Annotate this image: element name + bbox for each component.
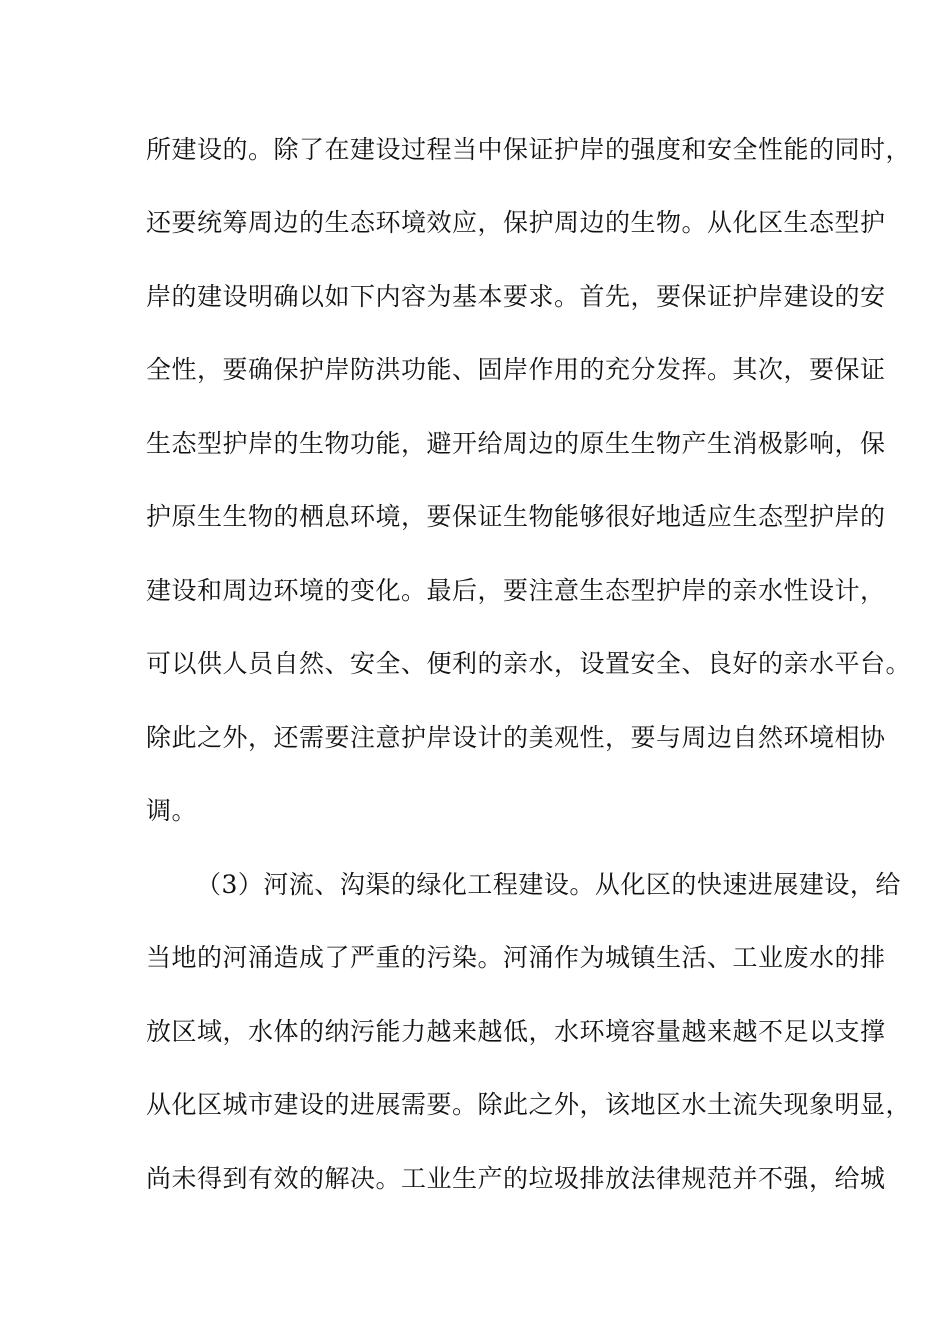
text-line: 建设和周边环境的变化。最后，要注意生态型护岸的亲水性设计， bbox=[146, 576, 886, 605]
paragraph-first-line: （3）河流、沟渠的绿化工程建设。从化区的快速进展建设，给 bbox=[196, 870, 901, 899]
text-line: 当地的河涌造成了严重的污染。河涌作为城镇生活、工业废水的排 bbox=[146, 943, 886, 972]
text-line: 还要统筹周边的生态环境效应，保护周边的生物。从化区生态型护 bbox=[146, 208, 886, 237]
text-line: 除此之外，还需要注意护岸设计的美观性，要与周边自然环境相协 bbox=[146, 723, 886, 752]
text-line: 生态型护岸的生物功能，避开给周边的原生生物产生消极影响，保 bbox=[146, 429, 886, 458]
text-line: 尚未得到有效的解决。工业生产的垃圾排放法律规范并不强，给城 bbox=[146, 1164, 886, 1193]
text-line: 调。 bbox=[146, 796, 198, 825]
text-line: 所建设的。除了在建设过程当中保证护岸的强度和安全性能的同时， bbox=[146, 135, 912, 164]
text-line: 岸的建设明确以如下内容为基本要求。首先，要保证护岸建设的安 bbox=[146, 282, 886, 311]
text-line: 全性，要确保护岸防洪功能、固岸作用的充分发挥。其次，要保证 bbox=[146, 355, 886, 384]
text-line: 可以供人员自然、安全、便利的亲水，设置安全、良好的亲水平台。 bbox=[146, 649, 912, 678]
text-line: 护原生生物的栖息环境，要保证生物能够很好地适应生态型护岸的 bbox=[146, 502, 886, 531]
text-line: 从化区城市建设的进展需要。除此之外，该地区水土流失现象明显， bbox=[146, 1090, 912, 1119]
text-line: 放区域，水体的纳污能力越来越低，水环境容量越来越不足以支撑 bbox=[146, 1017, 886, 1046]
